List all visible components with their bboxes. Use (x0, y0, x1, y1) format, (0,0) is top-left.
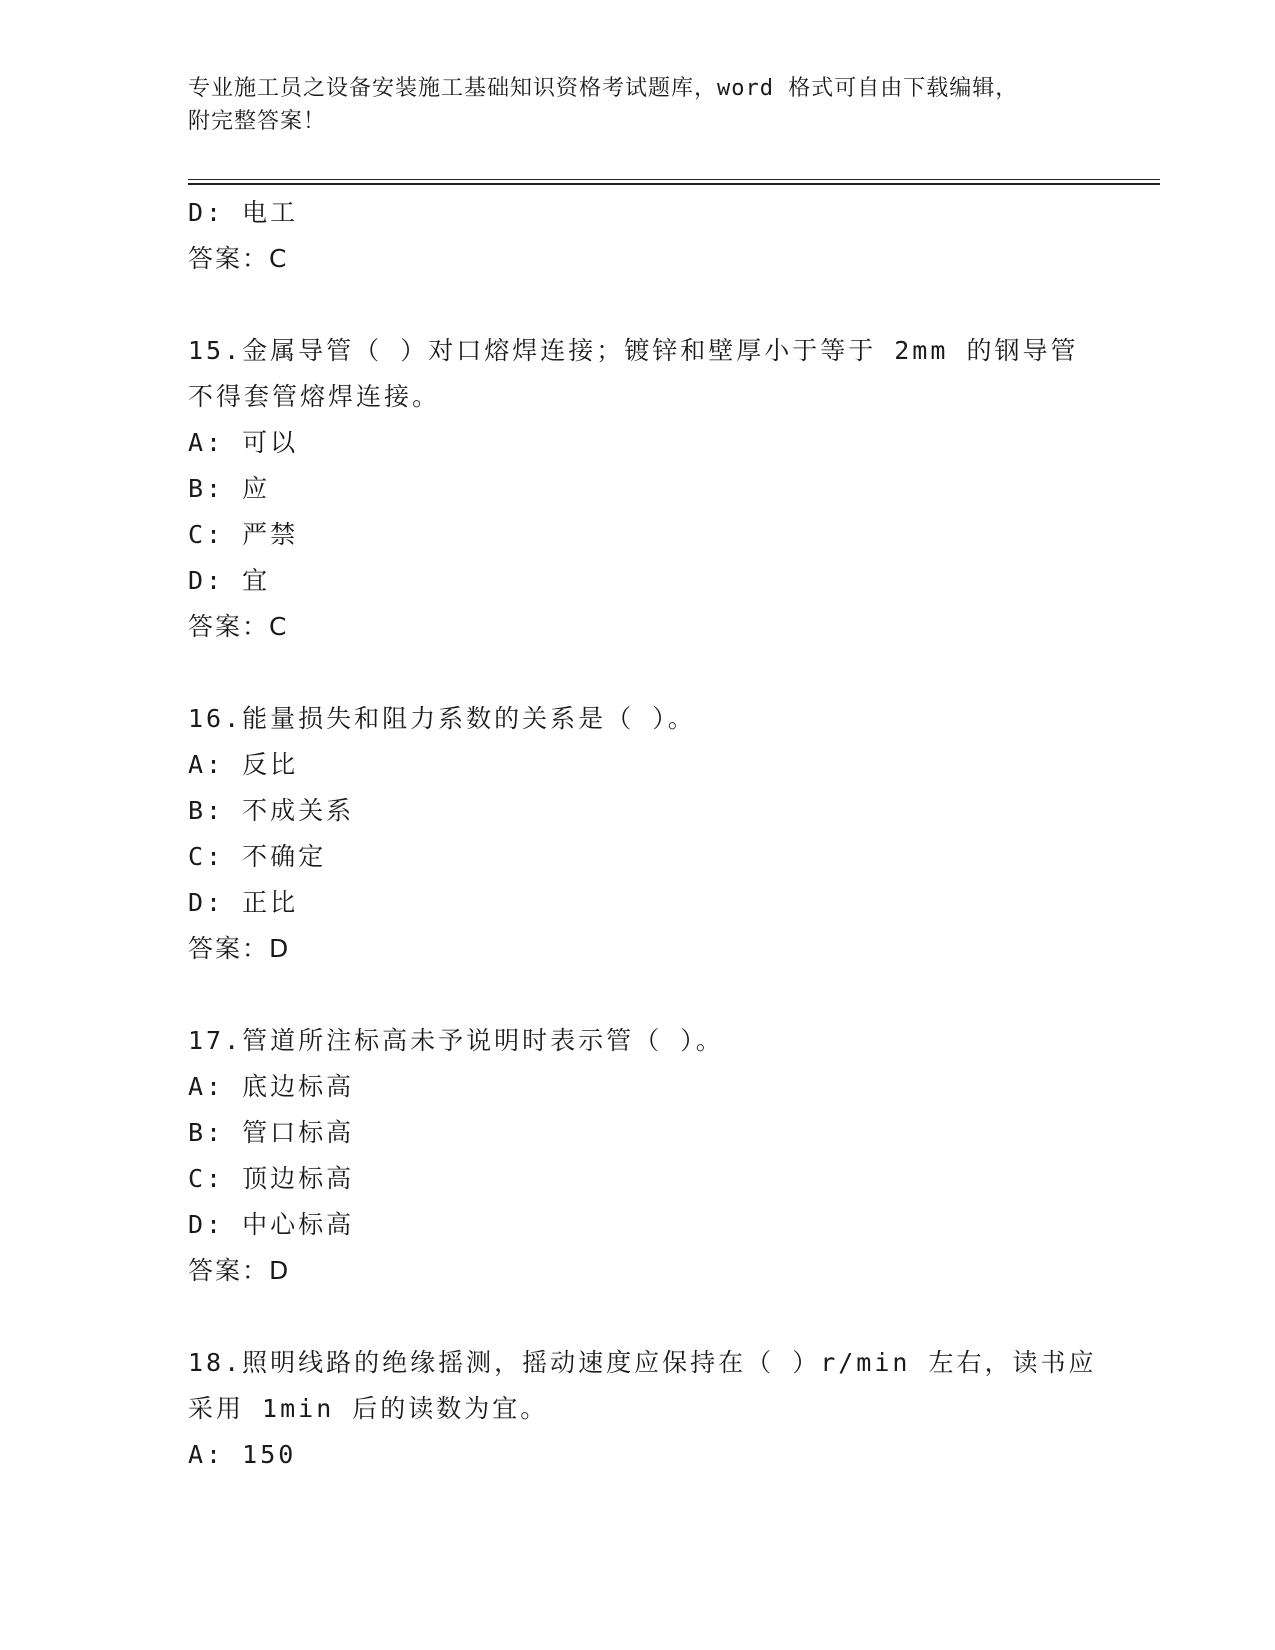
option-d: D: 电工 (188, 198, 299, 227)
question-16 (188, 696, 1128, 972)
spacer (188, 1294, 1128, 1340)
option-b: B: 应 (188, 474, 271, 503)
option-a: A: 反比 (188, 750, 299, 779)
option-d: D: 正比 (188, 888, 299, 917)
header-rule-thick (188, 183, 1160, 185)
answer-line: 答案：C (188, 612, 289, 641)
answer-line: 答案：D (188, 1256, 291, 1285)
question-15 (188, 328, 1128, 650)
option-a: A: 底边标高 (188, 1072, 355, 1101)
option-c: C: 不确定 (188, 842, 327, 871)
question-text-line: 18.照明线路的绝缘摇测，摇动速度应保持在（ ）r/min 左右，读书应 (188, 1348, 1097, 1377)
answer-line: 答案：D (188, 934, 291, 963)
question-18 (188, 1340, 1128, 1478)
question-text-line: 15.金属导管（ ）对口熔焊连接；镀锌和壁厚小于等于 2mm 的钢导管 (188, 336, 1079, 365)
header-line-2: 附完整答案！ (188, 109, 327, 134)
question-text-line: 16.能量损失和阻力系数的关系是（ ）。 (188, 704, 696, 733)
question-list (188, 190, 1128, 1478)
option-d: D: 中心标高 (188, 1210, 355, 1239)
spacer (188, 282, 1128, 328)
question-text-line: 采用 1min 后的读数为宜。 (188, 1394, 549, 1423)
header-rule-thin (188, 179, 1160, 180)
question-text-line: 不得套管熔焊连接。 (188, 382, 441, 411)
spacer (188, 972, 1128, 1018)
option-a: A: 150 (188, 1440, 297, 1469)
question-17 (188, 1018, 1128, 1294)
option-c: C: 顶边标高 (188, 1164, 355, 1193)
header-line-1: 专业施工员之设备安装施工基础知识资格考试题库，word 格式可自由下载编辑， (188, 76, 1019, 101)
option-b: B: 管口标高 (188, 1118, 355, 1147)
question-text-line: 17.管道所注标高未予说明时表示管（ ）。 (188, 1026, 724, 1055)
option-d: D: 宜 (188, 566, 271, 595)
option-c: C: 严禁 (188, 520, 299, 549)
option-b: B: 不成关系 (188, 796, 355, 825)
answer-line: 答案：C (188, 244, 289, 273)
document-header (188, 72, 1088, 138)
option-a: A: 可以 (188, 428, 299, 457)
spacer (188, 650, 1128, 696)
